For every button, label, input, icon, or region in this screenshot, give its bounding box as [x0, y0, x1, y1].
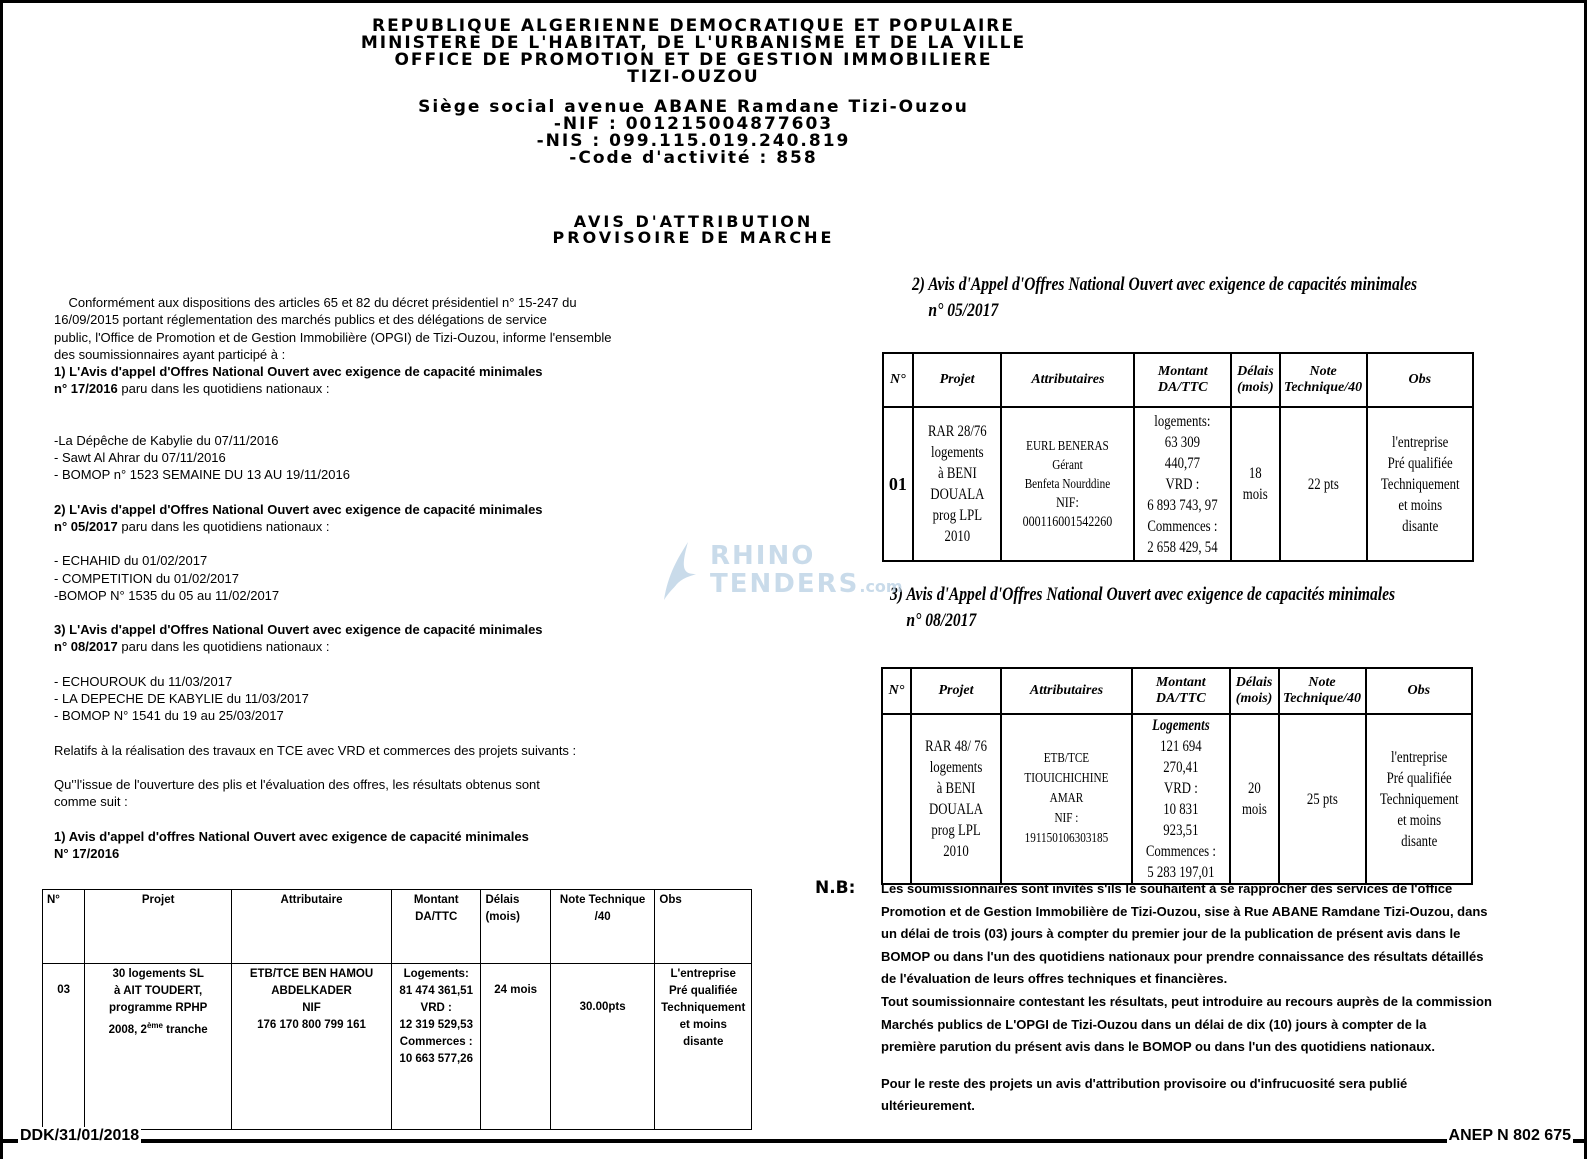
footer-anep-number: ANEP N 802 675 [1448, 1127, 1571, 1144]
table-header-row [882, 668, 1472, 714]
section-2-title: 2) Avis d'Appel d'Offres National Ouvert avec exigence de capacités minimales n° 05/2017 [912, 274, 1418, 321]
newspaper-item: - ECHAHID du 01/02/2017 [54, 553, 208, 569]
col-header: Délais (mois) [481, 890, 550, 964]
table-row [882, 714, 1472, 884]
col-header: Montant DA/TTC [1134, 353, 1231, 407]
col-header: Obs [1367, 353, 1473, 407]
notice-2-heading: 2) L'Avis d'appel d'Offres National Ouvert avec exigence de capacité minimales [54, 501, 543, 517]
results-table-1 [42, 889, 752, 1130]
col-header: Montant DA/TTC [391, 890, 481, 964]
cell-obs: l'entreprise Pré qualifiée Techniquement et moins disante [1367, 407, 1473, 561]
cell-note: 30.00pts [550, 964, 655, 1130]
cell-montant: Logements: 81 474 361,51 VRD : 12 319 529,53 Commerces : 10 663 577,26 [391, 964, 481, 1130]
hq-address: Siège social avenue ABANE Ramdane Tizi-Ouzou [418, 97, 969, 117]
col-header: N° [43, 890, 85, 964]
nb-text [881, 878, 1521, 1118]
page-border-top [0, 0, 1587, 3]
nb-line: Promotion et de Gestion Immobilière de Tizi-Ouzou, sise à Rue ABANE Ramdane Tizi-Ouzou, dans [881, 903, 1488, 919]
col-header: Note Technique/40 [1279, 668, 1366, 714]
nb-line: première parution du présent avis dans le BOMOP ou dans l'un des quotidiens nationaux. [881, 1039, 1436, 1055]
nb-line: un délai de trois (03) jours à compter du premier jour de la publication de présent avis dans le [881, 926, 1461, 942]
notice-ref-text: paru dans les quotidiens nationaux : [117, 381, 330, 397]
cell-attributaire: EURL BENERAS Gérant Benfeta Nourddine NIF: 000116001542260 [1001, 407, 1134, 561]
table-row [883, 407, 1473, 561]
relatifs-line: Relatifs à la réalisation des travaux en TCE avec VRD et commerces des projets suivants : [54, 742, 577, 758]
letterhead-line: OFFICE DE PROMOTION ET DE GESTION IMMOBILIERE [394, 50, 993, 70]
col-header: Attributaire [232, 890, 392, 964]
col-header: Projet [913, 353, 1002, 407]
nb-line: BOMOP ou dans l'un des quotidiens nationaux pour prendre connaissance des résultats détaillés [881, 948, 1484, 964]
letterhead [0, 18, 1587, 86]
notice-title [0, 214, 1587, 246]
table-header-row [883, 353, 1473, 407]
letterhead-line: MINISTERE DE L'HABITAT, DE L'URBANISME ET DE LA VILLE [360, 33, 1027, 53]
col-header: Projet [85, 890, 232, 964]
cell-montant: logements: 63 309 440,77 VRD : 6 893 743, 97 Commences : 2 658 429, 54 [1134, 407, 1231, 561]
results-table-2 [882, 352, 1474, 562]
nb-final-line: Pour le reste des projets un avis d'attribution provisoire ou d'infrucuosité sera publié [881, 1075, 1408, 1091]
cell-num [882, 714, 911, 884]
col-header: N° [883, 353, 913, 407]
notice-1-heading: 1) L'Avis d'appel d'Offres National Ouvert avec exigence de capacité minimales [54, 364, 543, 380]
col-header: Projet [911, 668, 1001, 714]
hq-activity-code: -Code d'activité : 858 [569, 148, 818, 168]
cell-num: 03 [43, 964, 85, 1130]
col-header: Obs [1366, 668, 1472, 714]
hq-nis: -NIS : 099.115.019.240.819 [536, 131, 851, 151]
cell-montant: Logements 121 694 270,41 VRD : 10 831 923,51 Commences : 5 283 197,01 [1132, 714, 1230, 884]
col-header: Note Technique/40 [1280, 353, 1367, 407]
cell-projet: RAR 48/ 76 logements à BENI DOUALA prog LPL 2010 [911, 714, 1001, 884]
notice-ref-text: paru dans les quotidiens nationaux : [117, 518, 330, 534]
col-header: N° [882, 668, 911, 714]
letterhead-line: REPUBLIQUE ALGERIENNE DEMOCRATIQUE ET POPULAIRE [372, 16, 1015, 36]
col-header: Délais (mois) [1230, 668, 1279, 714]
cell-note: 22 pts [1280, 407, 1367, 561]
newspaper-item: -La Dépêche de Kabylie du 07/11/2016 [54, 432, 279, 448]
notice-3-heading: 3) L'Avis d'appel d'Offres National Ouvert avec exigence de capacité minimales [54, 622, 543, 638]
footer-source: DDK/31/01/2018 [20, 1127, 140, 1144]
cell-delais: 18 mois [1231, 407, 1279, 561]
notice-2-ref [54, 518, 734, 535]
watermark-text: RHINO TENDERS.com [710, 541, 903, 599]
col-header: Attributaires [1001, 353, 1134, 407]
intro-line: Conformément aux dispositions des articles 65 et 82 du décret présidentiel n° 15-247 du [54, 295, 577, 310]
newspaper-item: - Sawt Al Ahrar du 07/11/2016 [54, 450, 226, 466]
nb-line: Tout soumissionnaire contestant les résultats, peut introduire au recours auprès de la commission [881, 993, 1492, 1009]
newspaper-item: - COMPETITION du 01/02/2017 [54, 570, 239, 586]
cell-note: 25 pts [1279, 714, 1366, 884]
table-header-row [43, 890, 752, 964]
table-row [43, 964, 752, 1130]
newspaper-item: - BOMOP n° 1523 SEMAINE DU 13 AU 19/11/2016 [54, 467, 350, 483]
cell-projet: 30 logements SL à AIT TOUDERT, programme RPHP 2008, 2ème tranche [85, 964, 232, 1130]
issue-line: Qu'’l'issue de l'ouverture des plis et l'évaluation des offres, les résultats obtenus sont [54, 776, 540, 792]
hq-nif: -NIF : 001215004877603 [553, 114, 834, 134]
page-border-bottom [0, 1139, 1587, 1143]
cell-delais: 20 mois [1230, 714, 1279, 884]
nb-line: Marchés publics de L'OPGI de Tizi-Ouzou dans un délai de dix (10) jours à compter de la [881, 1016, 1427, 1032]
notice-title-line: AVIS D'ATTRIBUTION [573, 212, 814, 231]
cell-attributaire: ETB/TCE TIOUICHICHINE AMAR NIF : 191150106303185 [1001, 714, 1132, 884]
col-header: Montant DA/TTC [1132, 668, 1230, 714]
nb-line: Les soumissionnaires sont invités s'ils le souhaitent à se rapprocher des services de l'office [881, 881, 1453, 896]
notice-number: n° 05/2017 [54, 518, 118, 534]
notice-3-ref [54, 638, 734, 655]
col-header: Attributaires [1001, 668, 1132, 714]
notice-1-ref [54, 380, 734, 397]
intro-column [54, 294, 734, 862]
letterhead-line: TIZI-OUZOU [627, 67, 760, 87]
nb-label: N.B: [815, 878, 856, 898]
results-table-3 [881, 667, 1473, 885]
cell-attributaire: ETB/TCE BEN HAMOU ABDELKADER NIF 176 170 800 799 161 [232, 964, 392, 1130]
cell-projet: RAR 28/76 logements à BENI DOUALA prog LPL 2010 [913, 407, 1002, 561]
page-border-left [0, 0, 3, 1159]
intro-line: 16/09/2015 portant réglementation des marchés publics et des délégations de service [54, 312, 547, 328]
notice-number: n° 08/2017 [54, 639, 118, 655]
col-header: Obs [655, 890, 752, 964]
issue-line: comme suit : [54, 794, 128, 810]
nb-line: de l'évaluation de leurs offres techniques et financières. [881, 971, 1228, 987]
newspaper-item: - LA DEPECHE DE KABYLIE du 11/03/2017 [54, 691, 309, 707]
col-header: Délais (mois) [1231, 353, 1279, 407]
notice-title-line: PROVISOIRE DE MARCHE [552, 228, 835, 247]
intro-line: public, l'Office de Promotion et de Gestion Immobilière (OPGI) de Tizi-Ouzou, informe l'ensemble [54, 329, 612, 345]
cell-obs: L'entreprise Pré qualifiée Techniquement et moins disante [655, 964, 752, 1130]
notice-ref-text: paru dans les quotidiens nationaux : [117, 639, 330, 655]
nb-final-line: ultérieurement. [881, 1098, 975, 1114]
newspaper-item: - BOMOP N° 1541 du 19 au 25/03/2017 [54, 708, 284, 724]
section-1-number: N° 17/2016 [54, 845, 120, 861]
newspaper-item: - ECHOUROUK du 11/03/2017 [54, 673, 233, 689]
headquarters-info [0, 99, 1587, 167]
newspaper-item: -BOMOP N° 1535 du 05 au 11/02/2017 [54, 587, 280, 603]
col-header: Note Technique /40 [550, 890, 655, 964]
cell-obs: l'entreprise Pré qualifiée Techniquement et moins disante [1366, 714, 1472, 884]
notice-number: n° 17/2016 [54, 381, 118, 397]
section-3-title: 3) Avis d'Appel d'Offres National Ouvert avec exigence de capacités minimales n° 08/2017 [890, 584, 1396, 631]
intro-line: des soumissionnaires ayant participé à : [54, 346, 286, 362]
cell-num: 01 [883, 407, 913, 561]
rhino-horn-icon [660, 540, 700, 604]
cell-delais: 24 mois [481, 964, 550, 1130]
section-1-title: 1) Avis d'appel d'offres National Ouvert avec exigence de capacité minimales [54, 828, 529, 844]
